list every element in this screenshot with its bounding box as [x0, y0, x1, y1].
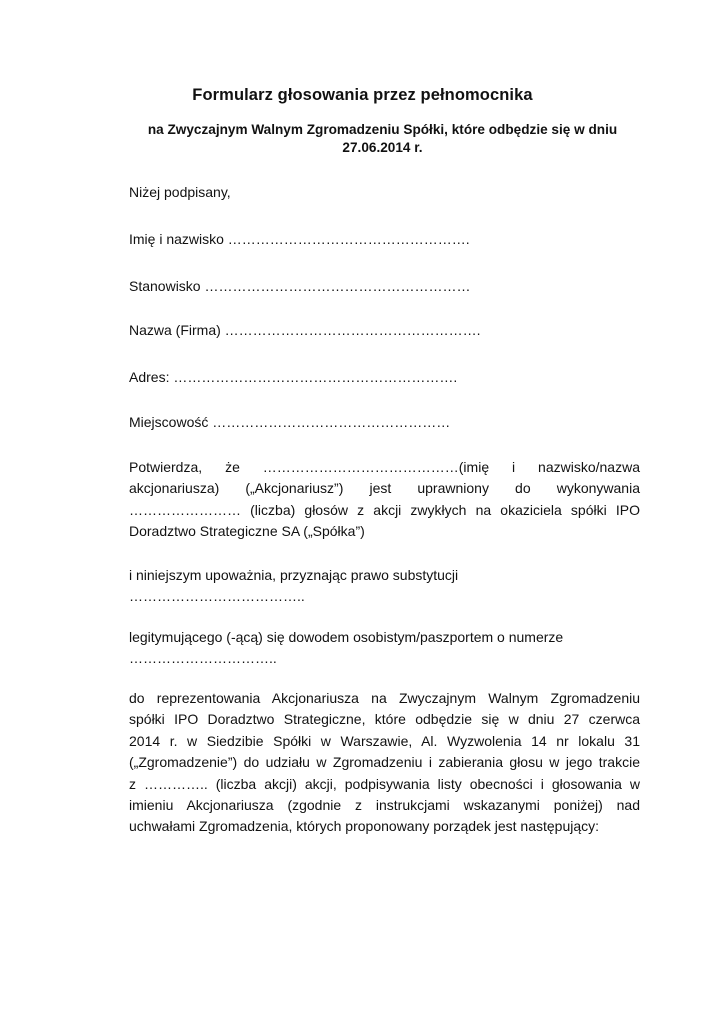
confirmation-row-1: Potwierdza, że ……………………………………(imię i nazwisko/nazwa: [129, 459, 640, 475]
representation-paragraph: [129, 688, 640, 838]
representation-row-1: do reprezentowania Akcjonariusza na Zwyczajnym Walnym Zgromadzeniu: [129, 690, 640, 706]
document-title: Formularz głosowania przez pełnomocnika: [192, 86, 533, 104]
id-document-row-1: legitymującego (-ącą) się dowodem osobistym/paszportem o numerze: [129, 629, 564, 645]
intro-text: Niżej podpisany,: [129, 184, 231, 200]
authorization-paragraph: [129, 565, 640, 608]
confirmation-row-2: akcjonariusza) („Akcjonariusz”) jest uprawniony do wykonywania: [129, 480, 640, 497]
authorization-row-2: ………………………………..: [129, 588, 305, 605]
representation-row-7: uchwałami Zgromadzenia, których proponowany porządek jest następujący:: [129, 818, 600, 835]
representation-row-2: spółki IPO Doradztwo Strategiczne, które odbędzie się w dniu 27 czerwca: [129, 711, 640, 728]
representation-row-4: („Zgromadzenie”) do udziału w Zgromadzeniu i zabierania głosu w jego trakcie: [129, 754, 640, 771]
company-field: Nazwa (Firma) ……………………………………………….: [129, 322, 481, 338]
id-document-row-2: …………………………..: [129, 650, 277, 667]
position-field: Stanowisko …………………………………………………: [129, 278, 471, 294]
subtitle-line-2: 27.06.2014 r.: [342, 140, 423, 155]
city-field: Miejscowość ……………………………………………: [129, 414, 451, 430]
id-document-paragraph: [129, 627, 640, 670]
representation-row-3: 2014 r. w Siedzibie Spółki w Warszawie, Al. Wyzwolenia 14 nr lokalu 31: [129, 732, 640, 749]
confirmation-row-4: Doradztwo Strategiczne SA („Spółka”): [129, 523, 365, 540]
confirmation-row-3: …………………… (liczba) głosów z akcji zwykłych na okaziciela spółki IPO: [129, 501, 640, 518]
authorization-row-1: i niniejszym upoważnia, przyznając prawo substytucji: [129, 567, 459, 583]
representation-row-6: imieniu Akcjonariusza (zgodnie z instrukcjami wskazanymi poniżej) nad: [129, 797, 640, 814]
subtitle-line-1: na Zwyczajnym Walnym Zgromadzeniu Spółki, które odbędzie się w dniu: [147, 122, 618, 137]
confirmation-paragraph: [129, 457, 640, 543]
representation-row-5: z ………….. (liczba akcji) akcji, podpisywania listy obecności i głosowania w: [129, 775, 640, 792]
document-subtitle: [120, 121, 645, 157]
name-field: Imię i nazwisko …………………………………………….: [129, 231, 470, 247]
address-field: Adres: …………………………………………………….: [129, 369, 458, 385]
